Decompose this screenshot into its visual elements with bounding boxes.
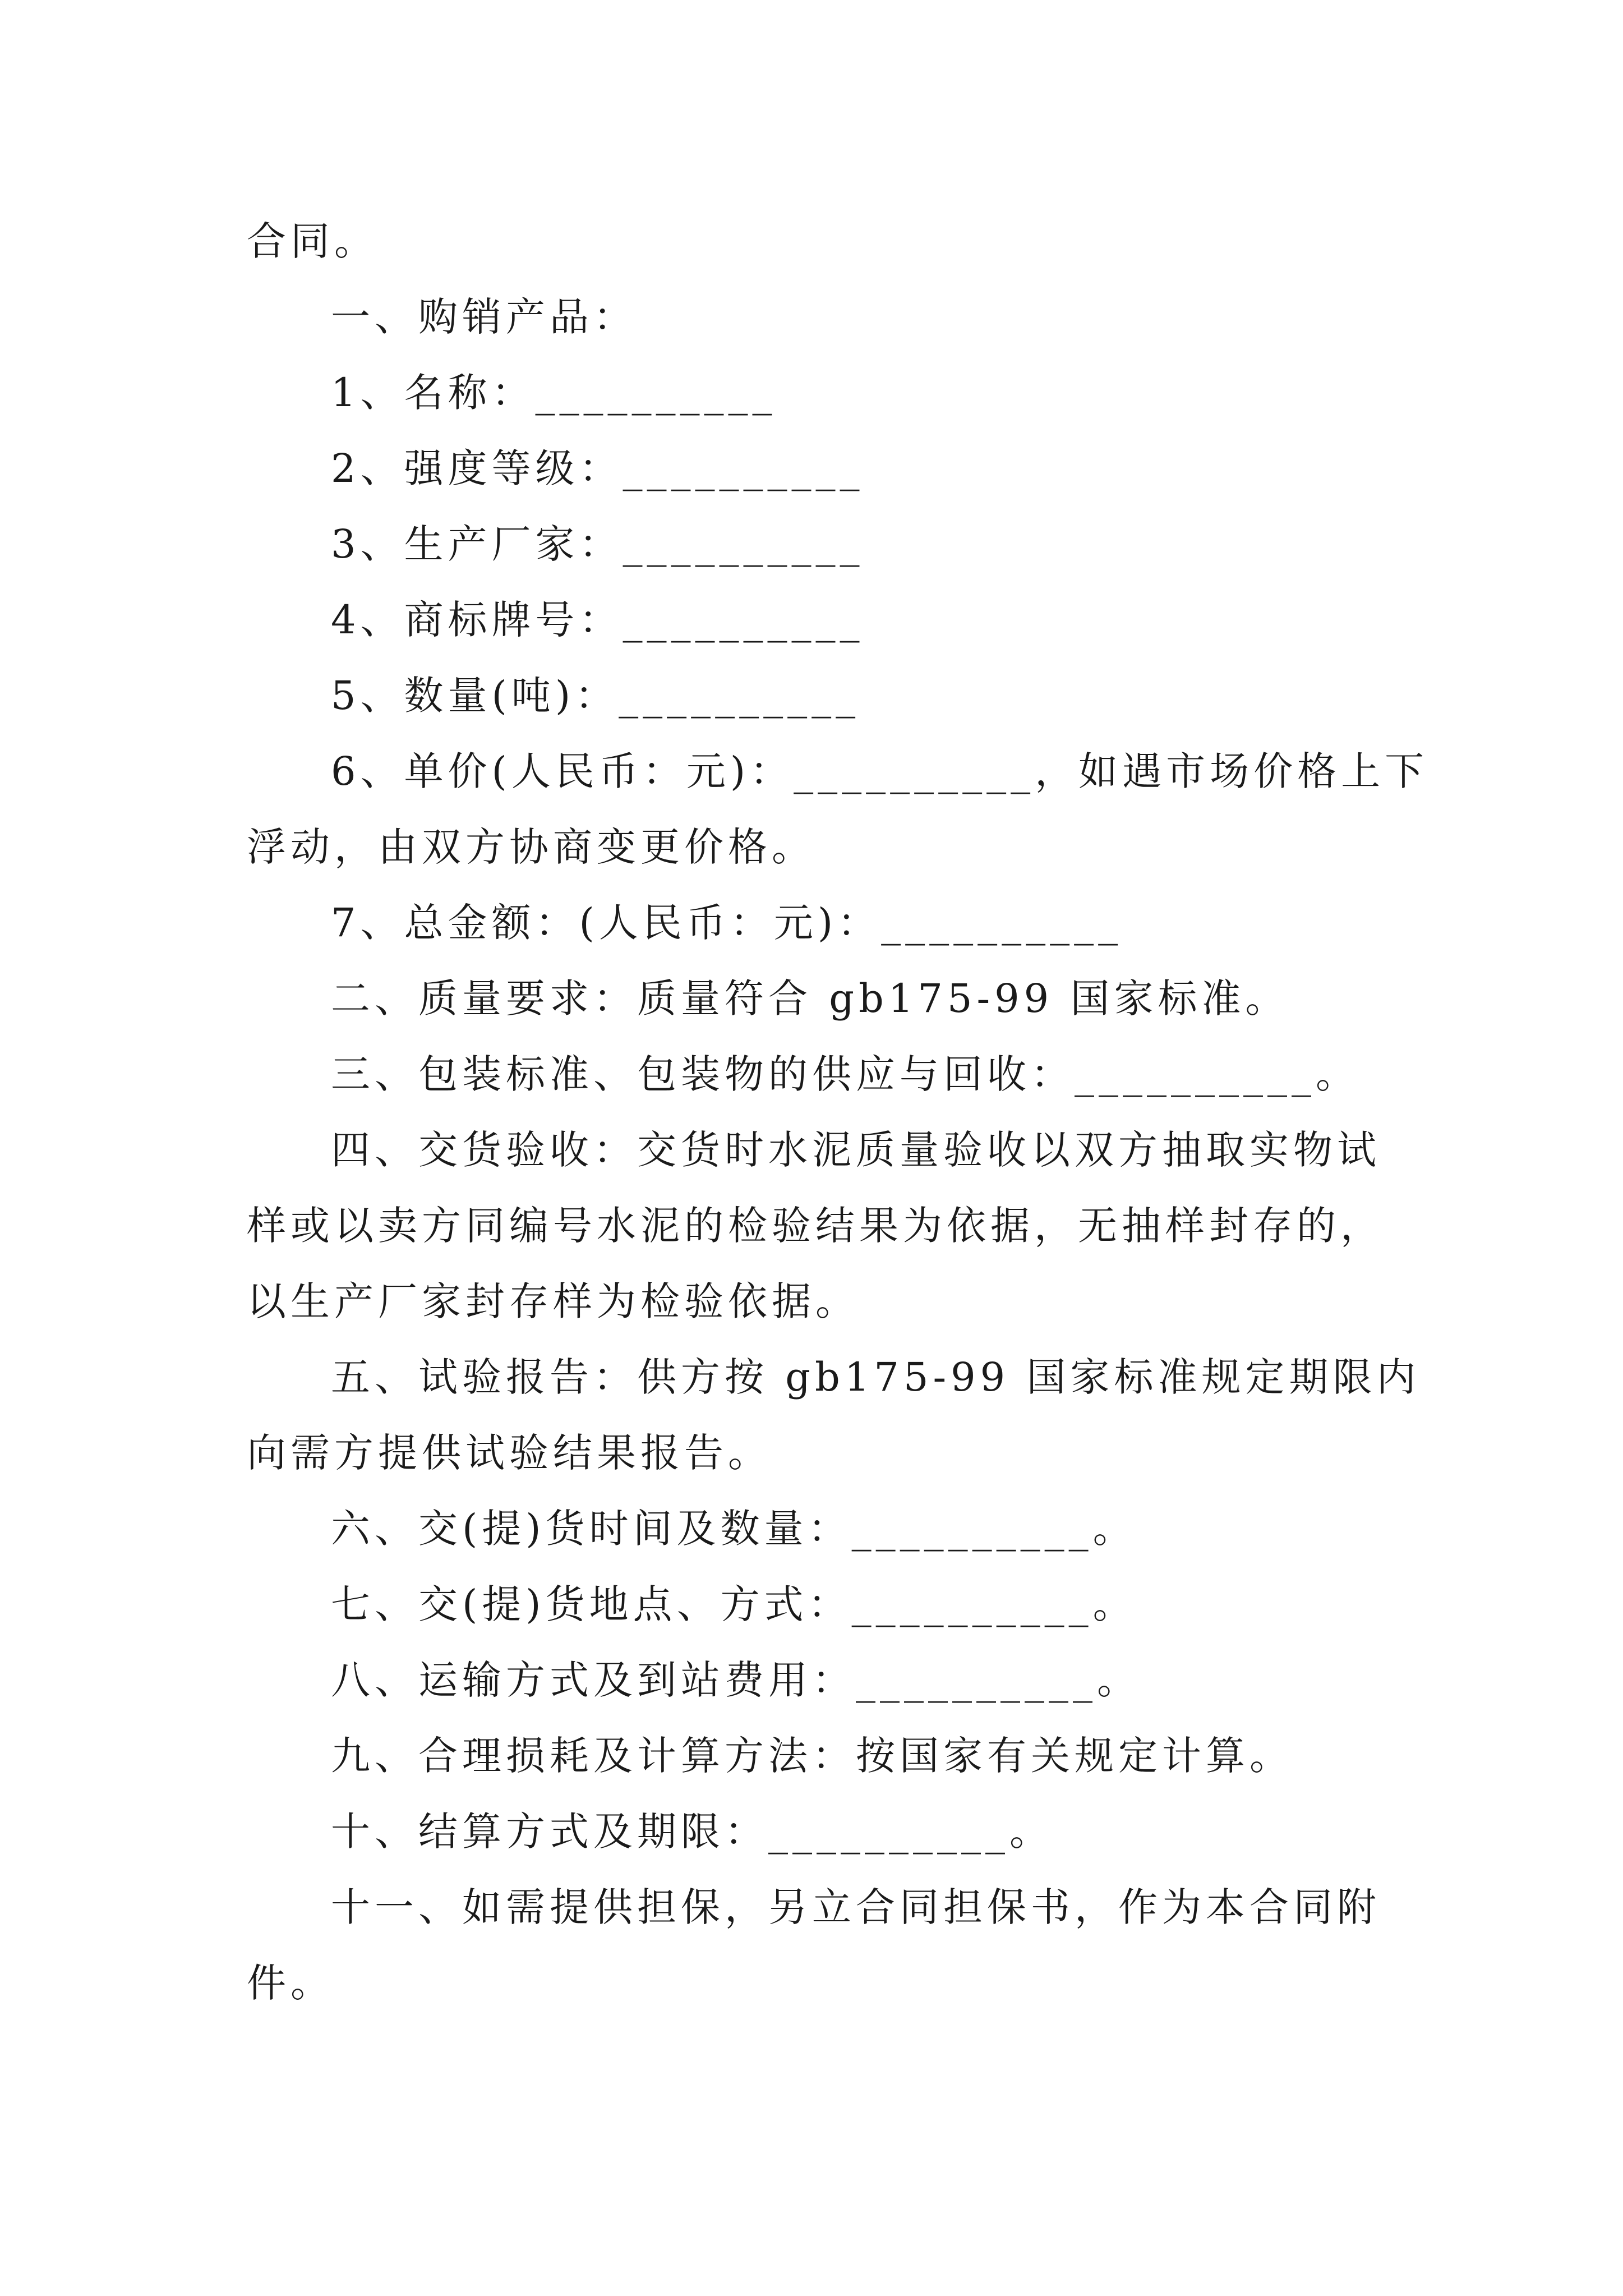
field-unit-price: 6、单价(人民币：元)：__________，如遇市场价格上下 xyxy=(331,748,1429,794)
clause-loss: 九、合理损耗及计算方法：按国家有关规定计算。 xyxy=(331,1733,1293,1779)
clause-packaging: 三、包装标准、包装物的供应与回收：__________。 xyxy=(331,1051,1359,1097)
paragraph-line: 以生产厂家封存样为检验依据。 xyxy=(247,1278,859,1324)
field-quantity: 5、数量(吨)：__________ xyxy=(331,673,860,719)
field-trademark: 4、商标牌号：__________ xyxy=(331,597,864,643)
field-name: 1、名称：__________ xyxy=(331,370,777,416)
clause-quality: 二、质量要求：质量符合 gb175-99 国家标准。 xyxy=(331,976,1289,1022)
clause-delivery-place: 七、交(提)货地点、方式：__________。 xyxy=(331,1581,1137,1627)
clause-settlement: 十、结算方式及期限：__________。 xyxy=(331,1809,1053,1855)
paragraph-line: 向需方提供试验结果报告。 xyxy=(247,1430,772,1476)
field-total-amount: 7、总金额：(人民币：元)：__________ xyxy=(331,900,1123,946)
clause-test-report: 五、试验报告：供方按 gb175-99 国家标准规定期限内 xyxy=(331,1354,1421,1400)
clause-acceptance: 四、交货验收：交货时水泥质量验收以双方抽取实物试 xyxy=(331,1127,1381,1173)
clause-delivery-time: 六、交(提)货时间及数量：__________。 xyxy=(331,1506,1137,1552)
clause-transport: 八、运输方式及到站费用：__________。 xyxy=(331,1657,1141,1703)
paragraph-line: 件。 xyxy=(247,1960,334,2006)
clause-guarantee: 十一、如需提供担保，另立合同担保书，作为本合同附 xyxy=(331,1884,1381,1930)
field-manufacturer: 3、生产厂家：__________ xyxy=(331,521,864,567)
paragraph-line: 浮动，由双方协商变更价格。 xyxy=(247,824,815,870)
paragraph-line: 样或以卖方同编号水泥的检验结果为依据，无抽样封存的， xyxy=(247,1203,1384,1249)
field-strength-grade: 2、强度等级：__________ xyxy=(331,445,864,491)
paragraph-line: 合同。 xyxy=(247,218,378,264)
section-heading-products: 一、购销产品： xyxy=(331,294,637,340)
